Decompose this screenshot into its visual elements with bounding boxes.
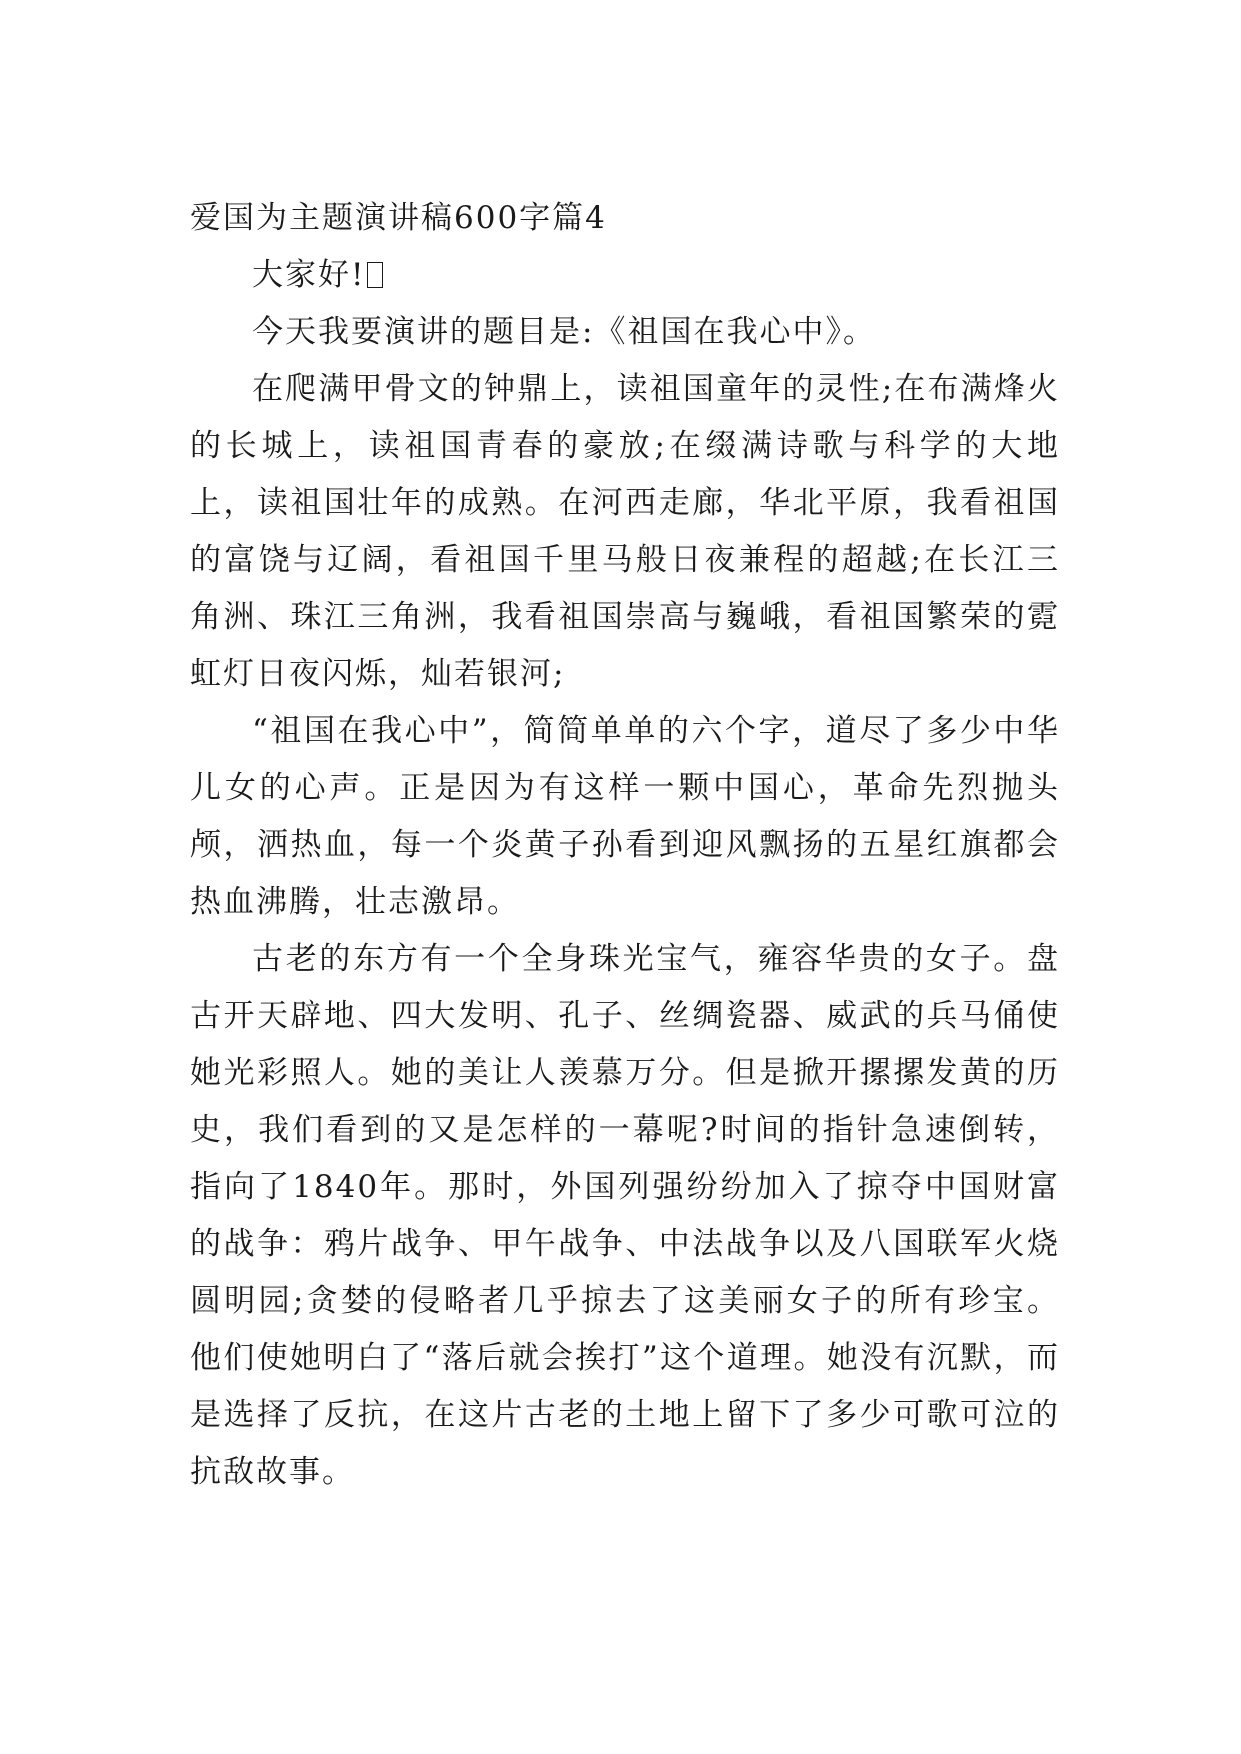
document-title: 爱国为主题演讲稿600字篇4 xyxy=(190,200,607,236)
missing-glyph-box xyxy=(367,262,383,288)
paragraph-1: 今天我要演讲的题目是:《祖国在我心中》。 xyxy=(252,314,876,350)
paragraph-2: 在爬满甲骨文的钟鼎上，读祖国童年的灵性;在布满烽火的长城上，读祖国青春的豪放;在缀满诗歌与科学的大地上，读祖国壮年的成熟。在河西走廊，华北平原，我看祖国的富饶与辽阔，看祖国千里马般日夜兼程的超越;在长江三角洲、珠江三角洲，我看祖国崇高与巍峨，看祖国繁荣的霓虹灯日夜闪烁，灿若银河; xyxy=(190,371,1060,692)
paragraph-4: 古老的东方有一个全身珠光宝气，雍容华贵的女子。盘古开天辟地、四大发明、孔子、丝绸瓷器、威武的兵马俑使她光彩照人。她的美让人羡慕万分。但是掀开摞摞发黄的历史，我们看到的又是怎样的一幕呢?时间的指针急速倒转，指向了1840年。那时，外国列强纷纷加入了掠夺中国财富的战争：鸦片战争、甲午战争、中法战争以及八国联军火烧圆明园;贪婪的侵略者几乎掠去了这美丽女子的所有珍宝。他们使她明白了“落后就会挨打”这个道理。她没有沉默，而是选择了反抗，在这片古老的土地上留下了多少可歌可泣的抗敌故事。 xyxy=(190,941,1060,1490)
paragraph-3: “祖国在我心中”，简简单单的六个字，道尽了多少中华儿女的心声。正是因为有这样一颗中国心，革命先烈抛头颅，洒热血，每一个炎黄子孙看到迎风飘扬的五星红旗都会热血沸腾，壮志激昂。 xyxy=(190,713,1060,920)
document-body xyxy=(190,190,1060,1501)
greeting-text: 大家好! xyxy=(252,257,366,293)
greeting-line xyxy=(190,247,1060,304)
